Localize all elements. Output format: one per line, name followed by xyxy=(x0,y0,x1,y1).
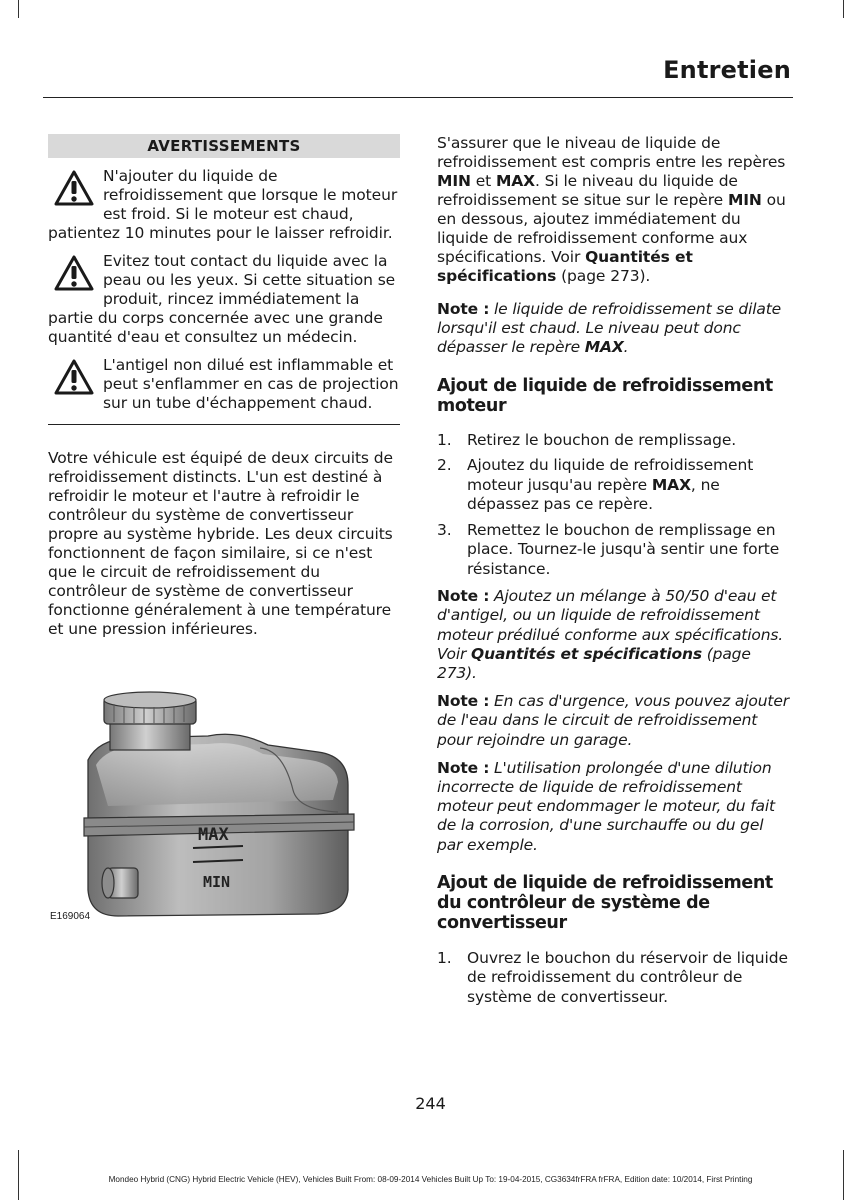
crop-mark-top-right xyxy=(843,0,844,18)
section-heading-converter-coolant: Ajout de liquide de refroidissement du contrôleur de système de convertisseur xyxy=(437,872,773,933)
step-number: 2. xyxy=(437,456,452,475)
cooling-circuits-paragraph: Votre véhicule est équipé de deux circuits de refroidissement distincts. L'un est destiné à refroidir le moteur et l'autre à refroidir le contrôleur du système de convertisseur propre au système hybride. Les deux circuits fonctionnent de façon similaire, si ce n'est que le circuit de refroidissement du contrôleur de système de convertisseur fonctionne généralement à une température et une pression inférieures. xyxy=(48,449,393,638)
max-reference: MAX xyxy=(651,475,691,494)
intro-text: S'assurer que le niveau de liquide de refroidissement est compris entre les repères xyxy=(437,134,786,171)
step-text: , ne dépassez pas ce repère. xyxy=(467,475,720,514)
max-mark-label: MAX xyxy=(198,825,229,845)
right-column xyxy=(437,134,789,1007)
note-text: Ajoutez un mélange à 50/50 d'eau et d'antigel, ou un liquide de refroidissement moteur prédilué conforme aux spécifications. Voir xyxy=(437,587,784,663)
step-item xyxy=(437,431,789,451)
warning-text: N'ajouter du liquide de refroidissement que lorsque le moteur est froid. Si le moteur est chaud, patientez 10 minutes pour le laisser refroidir. xyxy=(48,167,398,242)
note-text: En cas d'urgence, vous pouvez ajouter de l'eau dans le circuit de refroidissement pour rejoindre un garage. xyxy=(437,692,789,749)
converter-coolant-steps xyxy=(437,949,789,1008)
warnings-heading: AVERTISSEMENTS xyxy=(48,134,400,158)
note-label: Note : xyxy=(437,300,490,318)
step-text: Ajoutez du liquide de refroidissement moteur jusqu'au repère xyxy=(467,456,754,494)
page-reference: (page 273). xyxy=(556,267,651,285)
page-title: Entretien xyxy=(663,56,791,84)
max-reference: MAX xyxy=(495,172,536,190)
step-number: 1. xyxy=(437,948,452,967)
warning-item xyxy=(48,167,400,243)
header-divider xyxy=(43,97,793,98)
warning-item xyxy=(48,252,400,347)
min-reference: MIN xyxy=(437,172,471,190)
note-end: . xyxy=(623,338,629,357)
step-number: 1. xyxy=(437,430,452,449)
step-text: Ouvrez le bouchon du réservoir de liquide de refroidissement du contrôleur de système de convertisseur. xyxy=(467,948,788,1006)
step-number: 3. xyxy=(437,520,452,539)
note-expansion xyxy=(437,300,789,358)
warnings-divider xyxy=(48,424,400,425)
footer-text: Mondeo Hybrid (CNG) Hybrid Electric Vehicle (HEV), Vehicles Built From: 08-09-2014 Vehicles Built Up To: 19-04-2015, CG3634frFRA frFRA, Edition date: 10/2014, First Printing xyxy=(108,1175,753,1184)
note-text: le liquide de refroidissement se dilate lorsqu'il est chaud. Le niveau peut donc dépasser le repère xyxy=(437,300,782,357)
intro-text: . Si le niveau du liquide de refroidissement se situe sur le repère xyxy=(437,172,738,209)
coolant-reservoir-illustration xyxy=(48,690,400,930)
coolant-level-paragraph xyxy=(437,134,789,286)
max-reference: MAX xyxy=(584,338,624,357)
warning-item xyxy=(48,356,400,413)
section-heading-engine-coolant: Ajout de liquide de refroidissement moteur xyxy=(437,375,773,416)
note-mixture xyxy=(437,587,789,683)
note-text: L'utilisation prolongée d'une dilution incorrecte de liquide de refroidissement moteur peut endommager le moteur, du fait de la corrosion, d'une surchauffe ou du gel par exemple. xyxy=(437,758,775,854)
warning-triangle-icon xyxy=(54,358,94,396)
step-text: Retirez le bouchon de remplissage. xyxy=(467,430,737,449)
warning-triangle-icon xyxy=(54,169,94,207)
step-text: Remettez le bouchon de remplissage en place. Tournez-le jusqu'à sentir une forte résistance. xyxy=(467,520,780,578)
specifications-link[interactable]: Quantités et spécifications xyxy=(437,248,693,285)
step-item xyxy=(437,456,789,515)
note-label: Note : xyxy=(437,587,490,606)
note-emergency xyxy=(437,692,789,750)
warnings-box xyxy=(48,134,400,425)
step-item xyxy=(437,521,789,580)
engine-coolant-steps xyxy=(437,431,789,580)
note-label: Note : xyxy=(437,692,490,711)
intro-text: ou en dessous, ajoutez immédiatement du liquide de refroidissement conforme aux spécifications. Voir xyxy=(437,191,786,266)
coolant-reservoir-figure xyxy=(48,690,400,930)
crop-mark-top-left xyxy=(18,0,19,18)
intro-and: et xyxy=(470,172,496,190)
warning-text: L'antigel non dilué est inflammable et peut s'enflammer en cas de projection sur un tube d'échappement chaud. xyxy=(103,356,399,412)
figure-code: E169064 xyxy=(50,911,91,922)
page-number: 244 xyxy=(415,1094,446,1113)
min-mark-label: MIN xyxy=(203,873,231,891)
step-item xyxy=(437,949,789,1008)
min-reference: MIN xyxy=(727,191,762,209)
note-label: Note : xyxy=(437,758,490,777)
page-reference: (page 273). xyxy=(437,644,751,682)
note-dilution xyxy=(437,759,789,855)
warning-text: Evitez tout contact du liquide avec la peau ou les yeux. Si cette situation se produit, rincez immédiatement la partie du corps concernée avec une grande quantité d'eau et consultez un médecin. xyxy=(48,252,396,346)
specifications-link[interactable]: Quantités et spécifications xyxy=(471,644,702,663)
warning-triangle-icon xyxy=(54,254,94,292)
left-column xyxy=(48,134,400,639)
